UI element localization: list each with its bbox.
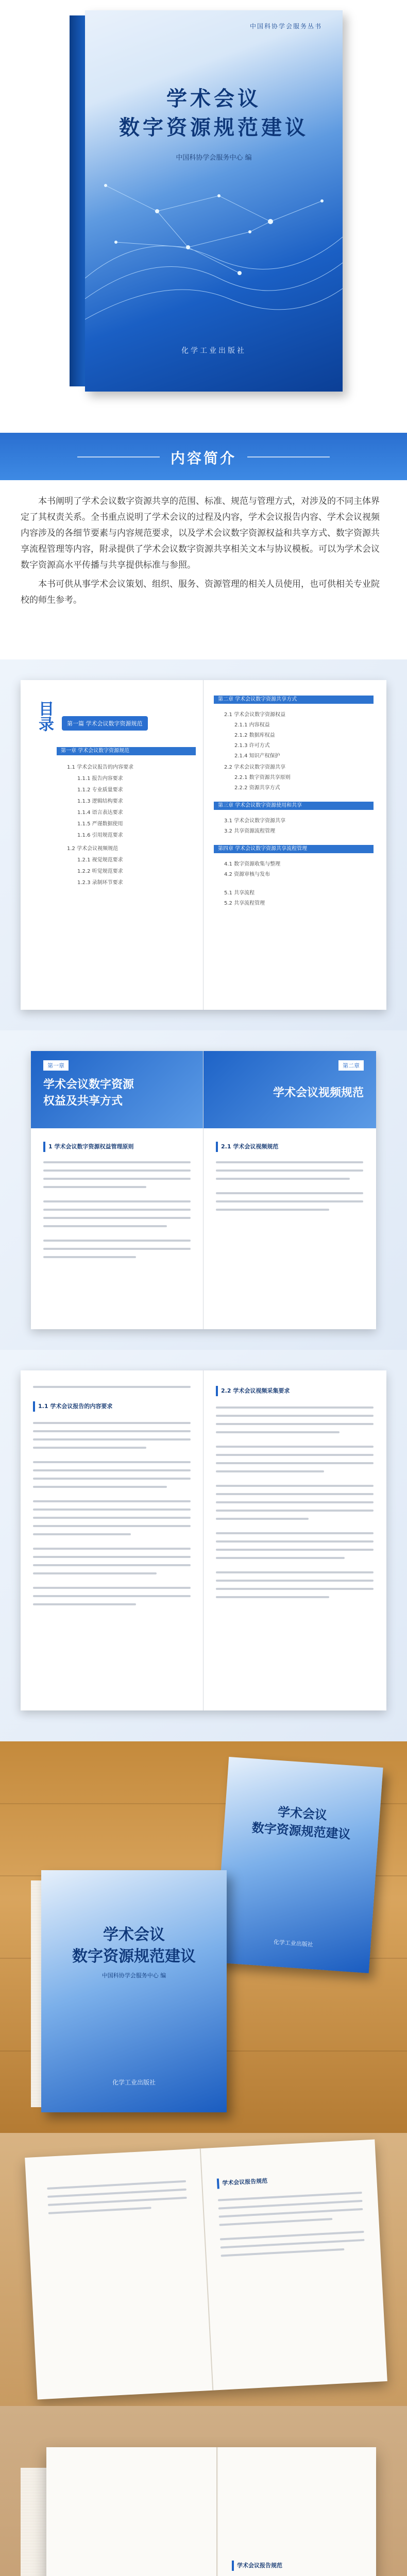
text-right-page xyxy=(204,1370,386,1710)
open-book-photo xyxy=(46,2447,376,2576)
book-cover xyxy=(70,10,343,392)
text-line xyxy=(33,1595,191,1597)
text-line xyxy=(33,1587,191,1589)
toc-row[interactable]: 4.1 数字资源收集与整理 xyxy=(224,861,281,867)
text-line xyxy=(218,2192,362,2201)
book-author xyxy=(85,152,343,162)
photo-book-back xyxy=(214,1757,383,1973)
text-line xyxy=(221,2248,345,2257)
toc-row[interactable]: 1.1.6 引用规范要求 xyxy=(77,833,123,838)
series-name: 中国科协学会服务丛书 xyxy=(249,23,322,30)
chapter-no: 第二章 xyxy=(338,1060,364,1071)
author-name: 中国科协学会服务中心 xyxy=(176,154,243,162)
toc-row[interactable]: 1.1.2 专业质量要求 xyxy=(77,787,123,793)
text-line xyxy=(33,1556,191,1558)
text-line xyxy=(33,1486,167,1488)
text-line xyxy=(219,2208,363,2218)
chapter-hero xyxy=(31,1051,203,1128)
text-line xyxy=(33,1517,191,1519)
chapter-bar: 第三章 学术会议数字资源使用和共享 xyxy=(214,802,374,810)
text-line xyxy=(33,1478,191,1480)
text-line xyxy=(216,1446,374,1448)
text-line xyxy=(33,1603,136,1605)
open-book-text xyxy=(21,1370,386,1710)
chapter-no: 第一章 xyxy=(43,1060,69,1071)
author-suffix: 编 xyxy=(245,154,252,162)
text-line xyxy=(33,1422,191,1424)
toc-row[interactable]: 5.1 共享流程 xyxy=(224,890,255,896)
part-badge xyxy=(62,716,148,731)
text-line xyxy=(33,1548,191,1550)
book-spine xyxy=(70,15,86,386)
intro-body xyxy=(21,494,386,612)
text-line xyxy=(33,1447,146,1449)
text-line xyxy=(219,2218,332,2226)
toc-row[interactable]: 2.2.2 资源共享方式 xyxy=(234,785,280,791)
photo-book-title: 数字资源规范建议 xyxy=(251,1820,351,1842)
section-heading: 学术会议报告规范 xyxy=(217,2172,351,2189)
text-line xyxy=(216,1571,374,1573)
part-no: 第一篇 xyxy=(67,720,84,727)
text-line xyxy=(43,1200,191,1202)
section-heading: 2.1 学术会议视频规范 xyxy=(216,1142,360,1152)
text-line xyxy=(43,1209,191,1211)
section-heading: 1.1 学术会议报告的内容要求 xyxy=(33,1401,188,1412)
text-line xyxy=(216,1532,374,1534)
text-line xyxy=(43,1178,191,1180)
toc-mark: 目录 xyxy=(36,701,54,732)
text-line xyxy=(43,1240,191,1242)
photo-open-book xyxy=(0,2133,407,2406)
text-line xyxy=(33,1430,191,1432)
toc-row[interactable]: 2.1.2 数据库权益 xyxy=(234,733,275,738)
chapter-spread xyxy=(0,1030,407,1350)
photo-books-wood xyxy=(0,1741,407,2133)
text-line xyxy=(33,1533,131,1535)
text-line xyxy=(33,1461,191,1463)
toc-row[interactable]: 1.1.4 语言表达要求 xyxy=(77,810,123,816)
toc-row[interactable]: 3.1 学术会议数字资源共享 xyxy=(224,818,286,824)
text-line xyxy=(216,1406,374,1409)
toc-row[interactable]: 2.2 学术会议数字资源共享 xyxy=(224,765,286,770)
photo-book-publisher: 化学工业出版社 xyxy=(112,2079,156,2086)
text-line xyxy=(220,2231,364,2241)
text-line xyxy=(43,1256,136,1258)
chapter-right-page xyxy=(204,1051,376,1329)
toc-row[interactable]: 2.1 学术会议数字资源权益 xyxy=(224,712,286,718)
book-front xyxy=(85,10,343,392)
part-title: 学术会议数字资源规范 xyxy=(86,720,143,727)
text-line xyxy=(216,1580,374,1582)
toc-row[interactable]: 2.2.1 数字资源共享原则 xyxy=(234,775,291,781)
intro-header xyxy=(0,433,407,480)
text-line xyxy=(43,1170,191,1172)
text-line xyxy=(216,1161,363,1163)
text-line xyxy=(33,1386,191,1388)
publisher-name: 化学工业出版社 xyxy=(181,347,246,355)
text-line xyxy=(216,1431,340,1433)
chapter-title-line: 学术会议数字资源 xyxy=(43,1078,134,1091)
text-line xyxy=(216,1192,363,1194)
toc-row[interactable]: 1.1.5 严谨数据使用 xyxy=(77,821,123,827)
toc-row[interactable]: 2.1.4 知识产权保护 xyxy=(234,753,280,759)
photo-book-front xyxy=(41,1870,227,2112)
open-book-chapter xyxy=(31,1051,376,1329)
toc-row[interactable]: 3.2 共享资源流程管理 xyxy=(224,828,276,834)
text-left-page xyxy=(21,1370,204,1710)
intro-heading: 内容简介 xyxy=(170,450,236,467)
toc-row[interactable]: 1.1 学术会议报告的内容要求 xyxy=(67,765,134,770)
chapter-bar: 第一章 学术会议数字资源规范 xyxy=(57,747,196,755)
chapter-bar: 第四章 学术会议数字资源共享流程管理 xyxy=(214,845,374,853)
text-line xyxy=(216,1170,363,1172)
text-line xyxy=(33,1572,157,1574)
text-line xyxy=(216,1470,324,1472)
text-line xyxy=(216,1200,363,1202)
chapter-title xyxy=(43,1077,134,1110)
intro-section xyxy=(0,433,407,659)
toc-row[interactable]: 4.2 资源审核与发布 xyxy=(224,872,270,877)
toc-right-page xyxy=(204,680,386,1010)
text-line xyxy=(33,1525,191,1527)
photo-book-title: 学术会议 xyxy=(277,1804,328,1823)
text-line xyxy=(216,1462,374,1464)
text-line xyxy=(216,1178,350,1180)
toc-row[interactable]: 1.2.2 听觉规范要求 xyxy=(77,869,123,874)
text-line xyxy=(216,1454,374,1456)
photo-book-title: 数字资源规范建议 xyxy=(72,1947,196,1965)
chapter-bar: 第二章 学术会议数字资源共享方式 xyxy=(214,696,374,704)
text-line xyxy=(33,1564,191,1566)
toc-row[interactable]: 1.1.3 逻辑结构要求 xyxy=(77,799,123,804)
chapter-left-page xyxy=(31,1051,204,1329)
text-line xyxy=(216,1510,374,1512)
text-line xyxy=(43,1217,191,1219)
text-line xyxy=(43,1186,146,1188)
text-line xyxy=(47,2180,186,2190)
text-line xyxy=(216,1209,329,1211)
toc-row[interactable]: 1.2.3 录制环节要求 xyxy=(77,880,123,886)
book-gutter xyxy=(216,2447,218,2576)
toc-spread xyxy=(0,659,407,1030)
text-line xyxy=(216,1485,374,1487)
chapter-title-line: 权益及共享方式 xyxy=(43,1095,123,1108)
text-line xyxy=(33,1509,191,1511)
text-line xyxy=(216,1518,309,1520)
section-heading: 2.2 学术会议视频采集要求 xyxy=(216,1386,370,1396)
text-line xyxy=(218,2200,363,2210)
toc-row[interactable]: 2.1.3 许可方式 xyxy=(234,743,270,749)
photo-book-author: 中国科协学会服务中心 编 xyxy=(101,1972,166,1979)
text-line xyxy=(48,2207,151,2214)
toc-row[interactable]: 1.2.1 视觉规范要求 xyxy=(77,857,123,863)
section-heading: 学术会议报告规范 xyxy=(232,2561,355,2571)
text-line xyxy=(47,2189,186,2198)
chapter-title: 学术会议视频规范 xyxy=(273,1087,364,1099)
toc-row[interactable]: 1.1.1 报告内容要求 xyxy=(77,776,123,782)
open-book-photo xyxy=(25,2140,387,2400)
heading-deco-right xyxy=(247,456,330,457)
toc-row[interactable]: 2.1.1 内容权益 xyxy=(234,722,270,728)
text-line xyxy=(216,1501,374,1503)
text-line xyxy=(216,1596,329,1598)
book-title-line1: 学术会议 xyxy=(166,87,261,111)
text-line xyxy=(216,1588,374,1590)
text-line xyxy=(216,1415,374,1417)
toc-left-page xyxy=(21,680,204,1010)
book-title-line2: 数字资源规范建议 xyxy=(119,116,309,140)
photo-book-title: 学术会议 xyxy=(103,1926,165,1944)
text-line xyxy=(216,1423,374,1425)
toc-row[interactable]: 5.2 共享流程管理 xyxy=(224,901,265,906)
section-heading: 1 学术会议数字资源权益管理原则 xyxy=(43,1142,188,1152)
cover-hero xyxy=(0,0,407,433)
network-illustration xyxy=(85,165,343,361)
text-line xyxy=(216,1493,374,1495)
text-line xyxy=(216,1549,374,1551)
text-spread xyxy=(0,1350,407,1741)
text-line xyxy=(43,1225,167,1227)
text-line xyxy=(33,1438,191,1440)
toc-row[interactable]: 1.2 学术会议视频规范 xyxy=(67,846,118,852)
open-book-toc xyxy=(21,680,386,1010)
text-line xyxy=(48,2197,187,2206)
text-line xyxy=(221,2239,365,2249)
photo-open-book-chapter xyxy=(0,2406,407,2576)
photo-book-publisher: 化学工业出版社 xyxy=(273,1938,314,1948)
chapter-hero xyxy=(204,1051,376,1128)
intro-paragraph: 本书阐明了学术会议数字资源共享的范围、标准、规范与管理方式，对涉及的不同主体界定了其权责关系。全书重点说明了学术会议的过程及内容，学术会议报告内容、学术会议视频内容涉及的各细节要素与内容规范要求，以及学术会议数字资源权益和共享方式、数字资源共享流程管理等内容，附录提供了学术会议数字资源共享相关文本与协议模板。可以为学术会议数字资源高水平传播与共享提供标准与参照。 xyxy=(21,496,380,570)
text-line xyxy=(33,1469,191,1471)
book-gutter xyxy=(200,2148,214,2390)
intro-paragraph: 本书可供从事学术会议策划、组织、服务、资源管理的相关人员使用，也可供相关专业院校的师生参考。 xyxy=(21,579,380,605)
text-line xyxy=(33,1500,191,1502)
text-line xyxy=(43,1248,191,1250)
text-line xyxy=(216,1557,345,1559)
text-line xyxy=(216,1540,374,1543)
text-line xyxy=(43,1161,191,1163)
